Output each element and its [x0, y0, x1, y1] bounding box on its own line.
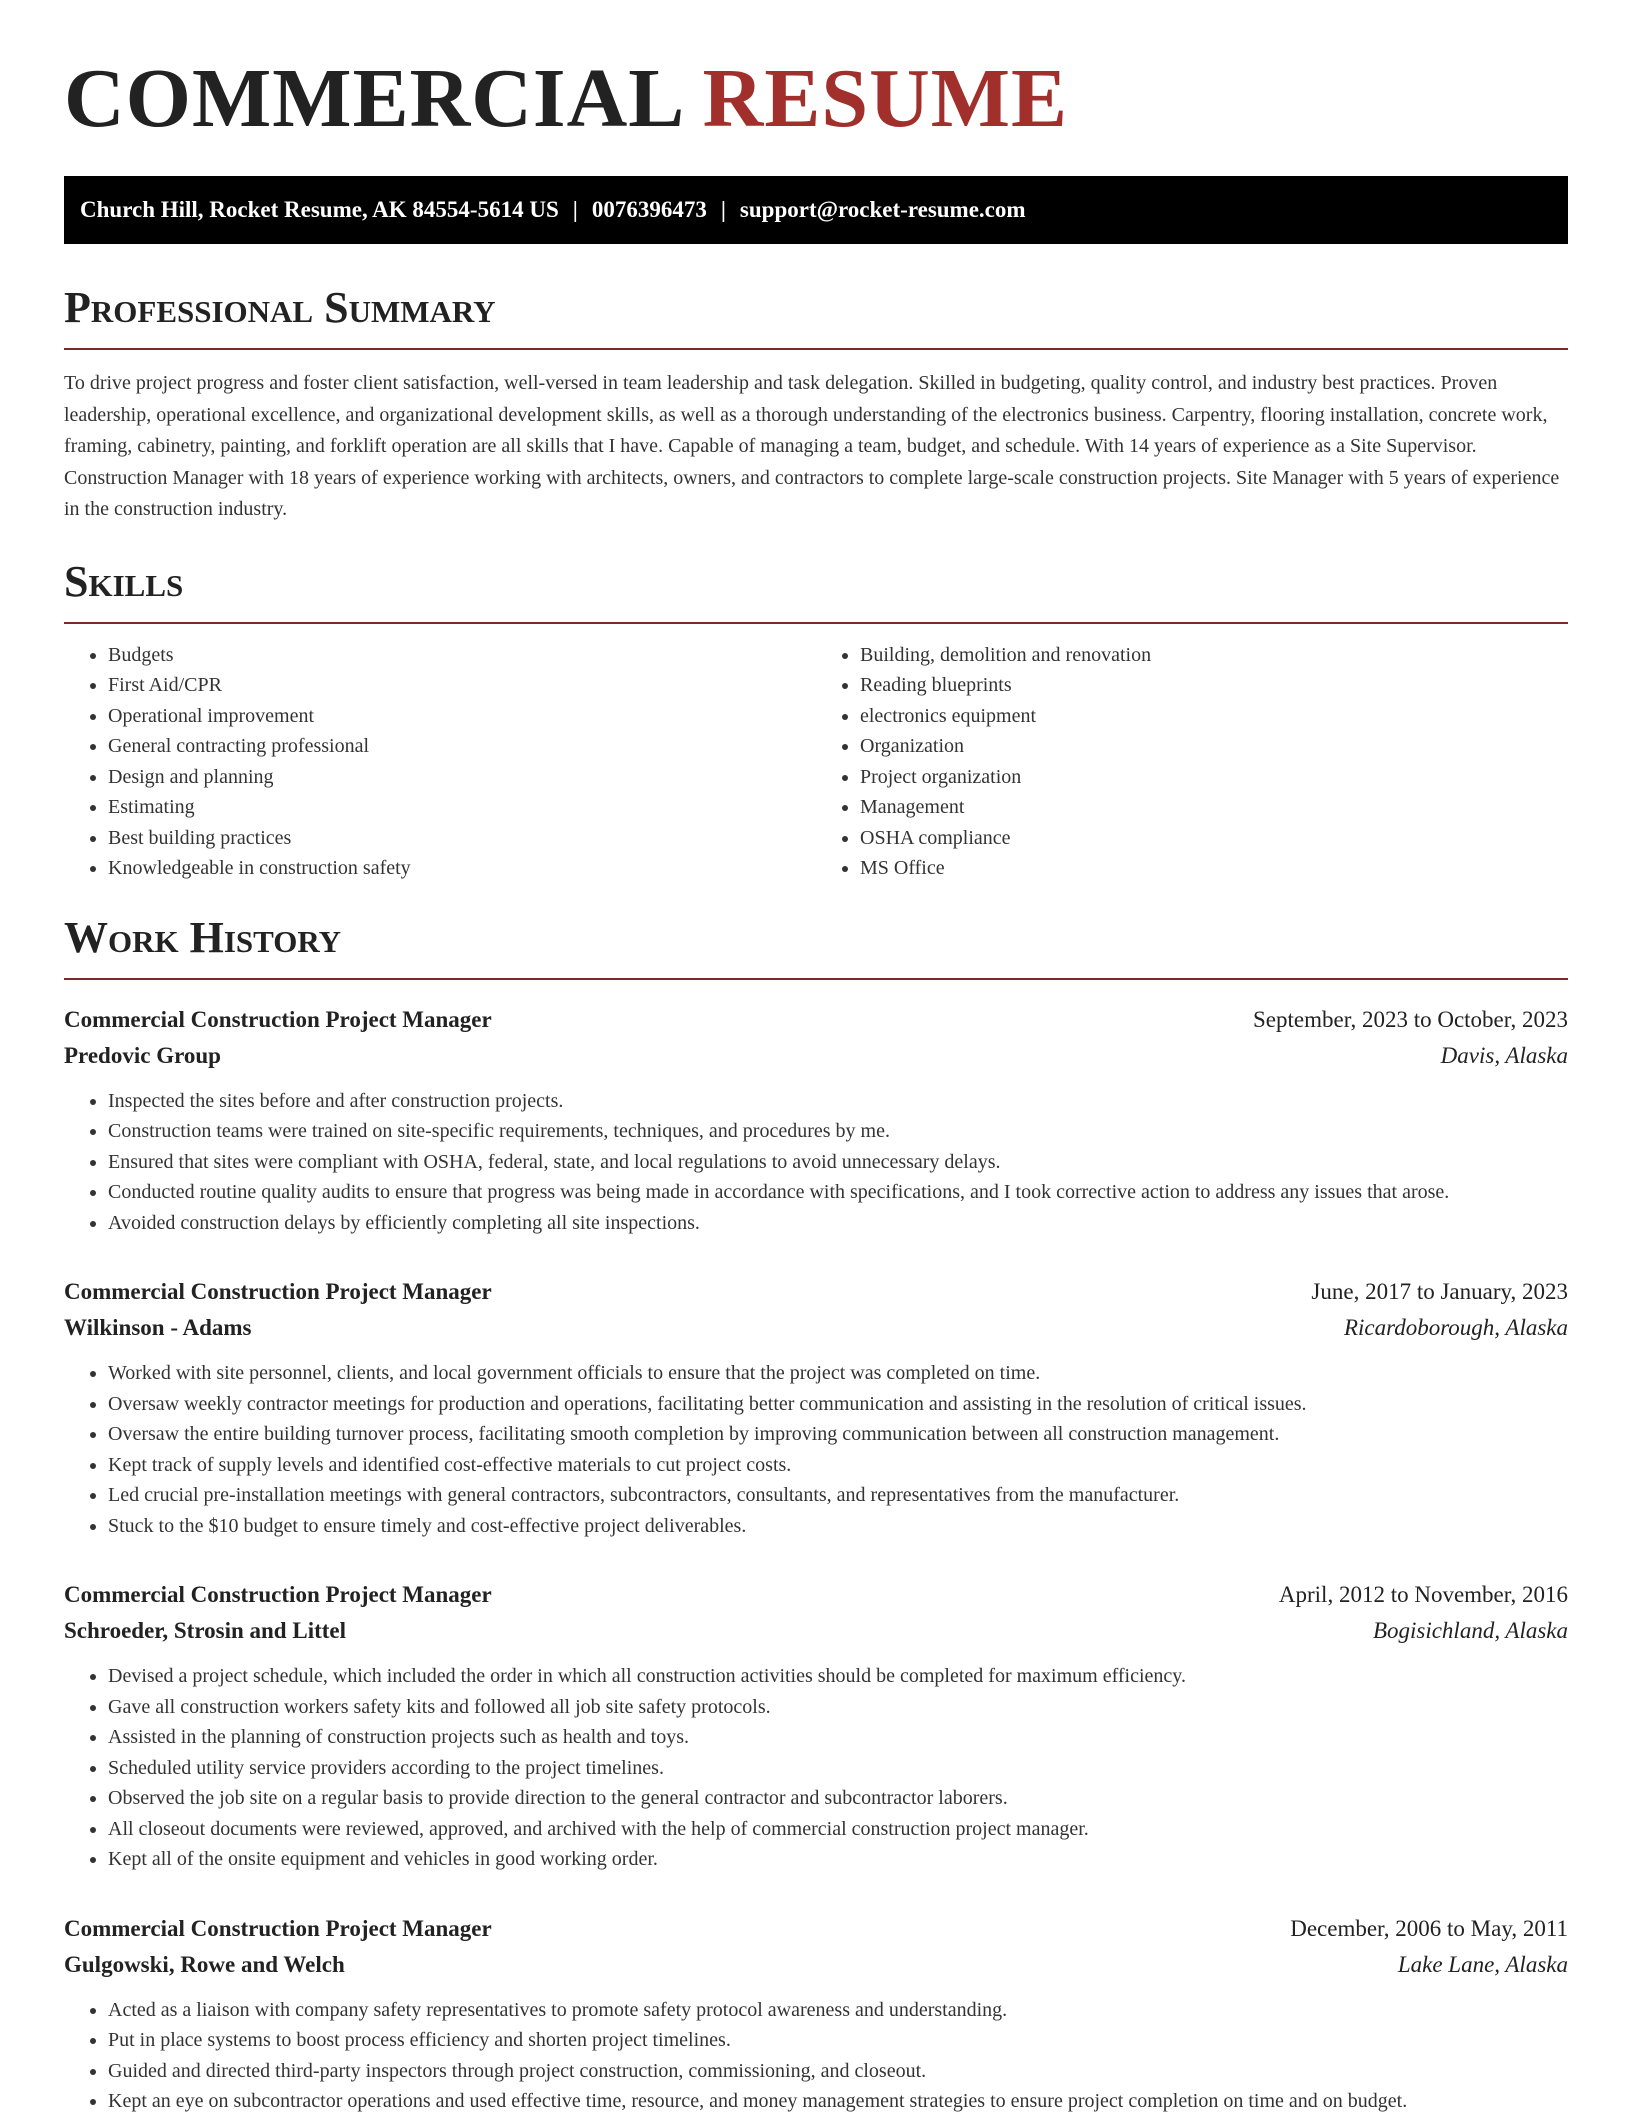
skill-item: • Design and planning	[108, 762, 816, 793]
job-dates: September, 2023 to October, 2023	[1253, 1006, 1568, 1032]
job-bullet: • Avoided construction delays by efficiently completing all site inspections.	[108, 1208, 1568, 1239]
skill-item: • OSHA compliance	[860, 823, 1568, 854]
job-location: Ricardoborough, Alaska	[1343, 1315, 1568, 1340]
job-bullet: • Construction teams were trained on site-specific requirements, techniques, and procedures by me.	[108, 1116, 1568, 1147]
skill-item: • Organization	[860, 731, 1568, 762]
resume-name	[64, 0, 1568, 144]
job-company: Wilkinson - Adams	[64, 1315, 252, 1340]
skill-item: • Operational improvement	[108, 701, 816, 732]
job-bullets	[64, 1661, 1568, 1875]
skills-list-right	[816, 640, 1568, 884]
skill-item: • First Aid/CPR	[108, 670, 816, 701]
job-dates: June, 2017 to January, 2023	[1311, 1279, 1568, 1304]
skill-item: • Best building practices	[108, 823, 816, 854]
job-bullet: • Kept all of the onsite equipment and vehicles in good working order.	[108, 1844, 1568, 1875]
skill-item: • MS Office	[860, 853, 1568, 884]
job-bullet: • Scheduled utility service providers according to the project timelines.	[108, 1753, 1568, 1784]
job-header-row	[64, 1274, 1568, 1310]
summary-text: To drive project progress and foster client satisfaction, well-versed in team leadership and task delegation. Skilled in budgeting, quality control, and industry best practices. Proven leadership, operational excellence, and organizational development skills, as well as a thorough understanding of the electronics business. Carpentry, flooring installation, concrete work, framing, cabinetry, painting, and forklift operation are all skills that I have. Capable of managing a team, budget, and schedule. With 14 years of experience as a Site Supervisor. Construction Manager with 18 years of experience working with architects, owners, and contractors to complete large-scale construction projects. Site Manager with 5 years of experience in the construction industry.	[64, 372, 1560, 520]
name-first: COMMERCIAL	[64, 52, 681, 145]
job-bullet: • Ensured that sites were compliant with OSHA, federal, state, and local regulations to avoid unnecessary delays.	[108, 1147, 1568, 1178]
skill-item: • Reading blueprints	[860, 670, 1568, 701]
contact-email[interactable]: support@rocket-resume.com	[739, 197, 1026, 222]
job-bullets	[64, 1086, 1568, 1239]
skills-heading: Skills	[64, 556, 184, 606]
job-company: Gulgowski, Rowe and Welch	[64, 1951, 345, 1977]
job-location: Bogisichland, Alaska	[1372, 1618, 1568, 1643]
skill-item: • Knowledgeable in construction safety	[108, 853, 816, 884]
job-bullet: • Guided and directed third-party inspectors through project construction, commissioning, and closeout.	[108, 2056, 1568, 2087]
job-company: Predovic Group	[64, 1042, 221, 1068]
skill-item: • Project organization	[860, 762, 1568, 793]
job-bullet: • Kept an eye on subcontractor operations and used effective time, resource, and money management strategies to ensure project completion on time and on budget.	[108, 2086, 1568, 2117]
skill-item: • Management	[860, 792, 1568, 823]
name-second: RESUME	[702, 52, 1069, 145]
job-bullet: • Oversaw weekly contractor meetings for production and operations, facilitating better communication and assisting in the resolution of critical issues.	[108, 1389, 1568, 1420]
job-bullets	[64, 1358, 1568, 1541]
job-bullet: • Conducted routine quality audits to ensure that progress was being made in accordance with specifications, and I took corrective action to address any issues that arose.	[108, 1177, 1568, 1208]
job-company: Schroeder, Strosin and Littel	[64, 1618, 346, 1643]
job-bullet: • Worked with site personnel, clients, and local government officials to ensure that the project was completed on time.	[108, 1358, 1568, 1389]
job-title: Commercial Construction Project Manager	[64, 1915, 492, 1941]
summary-heading: Professional Summary	[64, 283, 496, 332]
job-location: Davis, Alaska	[1440, 1042, 1568, 1068]
job-bullets	[64, 1995, 1568, 2117]
job-title: Commercial Construction Project Manager	[64, 1582, 492, 1607]
job-bullet: • Observed the job site on a regular basis to provide direction to the general contractor and subcontractor laborers.	[108, 1783, 1568, 1814]
job-company-row	[64, 1947, 1568, 1983]
job-bullet: • All closeout documents were reviewed, approved, and archived with the help of commercial construction project manager.	[108, 1814, 1568, 1845]
job-bullet: • Stuck to the $10 budget to ensure timely and cost-effective project deliverables.	[108, 1511, 1568, 1542]
job-bullet: • Gave all construction workers safety kits and followed all job site safety protocols.	[108, 1692, 1568, 1723]
job-header-row	[64, 1577, 1568, 1613]
skill-item: • Building, demolition and renovation	[860, 640, 1568, 671]
contact-address: Church Hill, Rocket Resume, AK 84554-5614 US	[80, 197, 559, 222]
job-entry	[64, 1911, 1568, 2117]
work-history-list	[64, 1002, 1568, 2117]
skills-grid	[64, 640, 1568, 884]
contact-separator: |	[720, 197, 726, 222]
skill-item: • electronics equipment	[860, 701, 1568, 732]
skill-item: • Estimating	[108, 792, 816, 823]
job-bullet: • Put in place systems to boost process efficiency and shorten project timelines.	[108, 2025, 1568, 2056]
job-dates: December, 2006 to May, 2011	[1290, 1915, 1568, 1941]
job-bullet: • Oversaw the entire building turnover process, facilitating smooth completion by improving communication between all construction management.	[108, 1419, 1568, 1450]
contact-phone: 0076396473	[591, 197, 707, 222]
job-bullet: • Inspected the sites before and after construction projects.	[108, 1086, 1568, 1117]
job-title: Commercial Construction Project Manager	[64, 1279, 492, 1304]
job-dates: April, 2012 to November, 2016	[1278, 1582, 1568, 1607]
contact-bar	[64, 176, 1568, 244]
job-company-row	[64, 1038, 1568, 1074]
skill-item: • Budgets	[108, 640, 816, 671]
job-entry	[64, 1274, 1568, 1541]
skills-list-left	[64, 640, 816, 884]
job-bullet: • Devised a project schedule, which included the order in which all construction activities should be completed for maximum efficiency.	[108, 1661, 1568, 1692]
section-divider	[64, 622, 1568, 624]
contact-separator: |	[572, 197, 578, 222]
section-divider	[64, 348, 1568, 350]
job-bullet: • Assisted in the planning of construction projects such as health and toys.	[108, 1722, 1568, 1753]
skill-item: • General contracting professional	[108, 731, 816, 762]
job-header-row	[64, 1911, 1568, 1947]
job-header-row	[64, 1002, 1568, 1038]
job-entry	[64, 1577, 1568, 1875]
job-title: Commercial Construction Project Manager	[64, 1006, 492, 1032]
section-divider	[64, 978, 1568, 980]
job-location: Lake Lane, Alaska	[1397, 1951, 1568, 1977]
work-history-heading: Work History	[64, 912, 342, 962]
job-bullet: • Kept track of supply levels and identified cost-effective materials to cut project costs.	[108, 1450, 1568, 1481]
job-bullet: • Acted as a liaison with company safety representatives to promote safety protocol awareness and understanding.	[108, 1995, 1568, 2026]
job-company-row	[64, 1310, 1568, 1346]
job-entry	[64, 1002, 1568, 1239]
job-bullet: • Led crucial pre-installation meetings with general contractors, subcontractors, consultants, and representatives from the manufacturer.	[108, 1480, 1568, 1511]
job-company-row	[64, 1613, 1568, 1649]
